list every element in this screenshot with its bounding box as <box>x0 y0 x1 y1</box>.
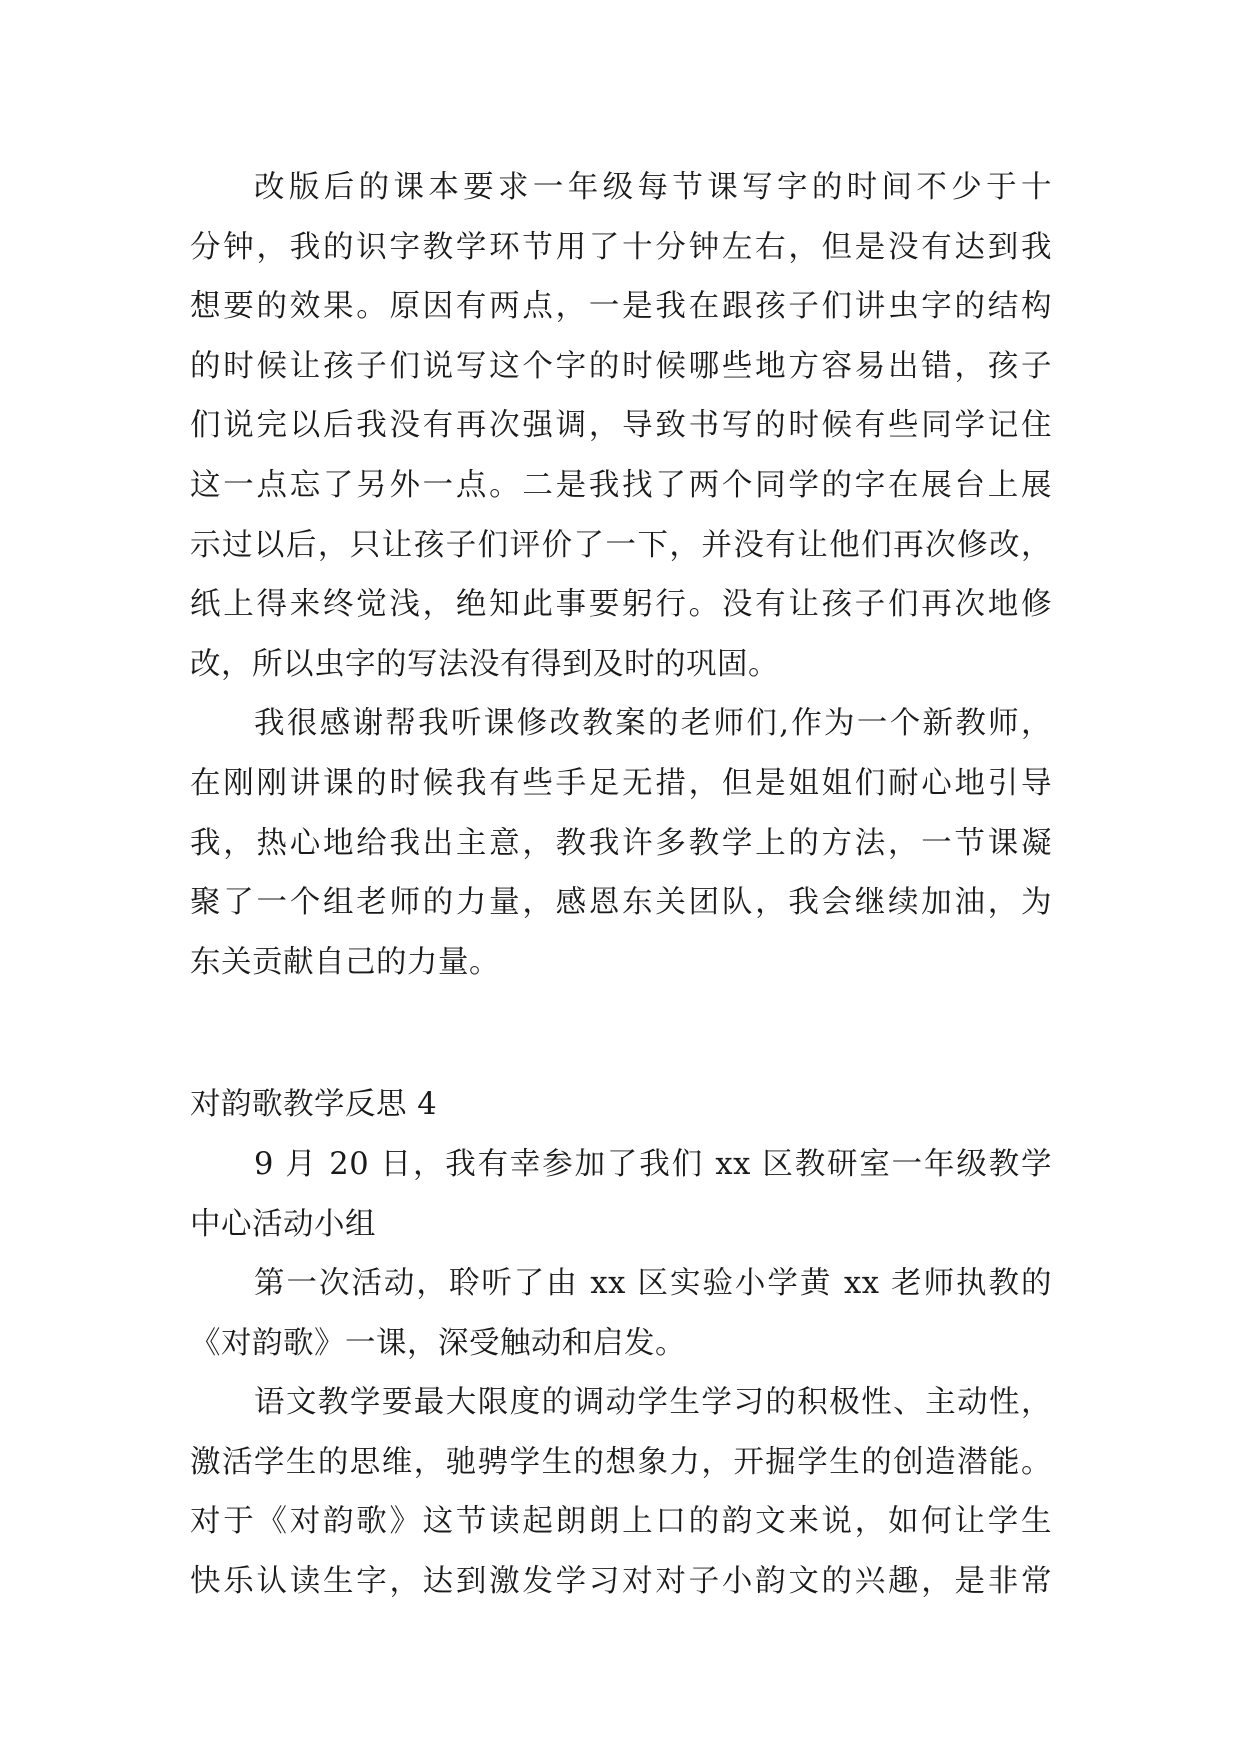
text-line: 分钟，我的识字教学环节用了十分钟左右，但是没有达到我 <box>190 229 1052 265</box>
text-line: 对于《对韵歌》这节读起朗朗上口的韵文来说，如何让学生 <box>190 1504 1052 1540</box>
text-line: 这一点忘了另外一点。二是我找了两个同学的字在展台上展 <box>190 467 1052 503</box>
text-line: 我很感谢帮我听课修改教案的老师们,作为一个新教师， <box>254 706 1052 742</box>
paragraph <box>190 1135 1052 1254</box>
text-line: 想要的效果。原因有两点，一是我在跟孩子们讲虫字的结构 <box>190 289 1052 325</box>
text-line: 聚了一个组老师的力量，感恩东关团队，我会继续加油，为 <box>190 885 1052 921</box>
paragraph <box>190 1254 1052 1373</box>
text-line: 们说完以后我没有再次强调，导致书写的时候有些同学记住 <box>190 408 1052 444</box>
text-line: 纸上得来终觉浅，绝知此事要躬行。没有让孩子们再次地修 <box>190 587 1052 623</box>
document-body <box>190 158 1052 1612</box>
text-line: 激活学生的思维，驰骋学生的想象力，开掘学生的创造潜能。 <box>190 1444 1052 1480</box>
text-line: 改版后的课本要求一年级每节课写字的时间不少于十 <box>254 170 1052 205</box>
text-line: 的时候让孩子们说写这个字的时候哪些地方容易出错，孩子 <box>190 348 1052 384</box>
text-line: 示过以后，只让孩子们评价了一下，并没有让他们再次修改， <box>190 527 1052 563</box>
text-line: 在刚刚讲课的时候我有些手足无措，但是姐姐们耐心地引导 <box>190 765 1052 801</box>
text-line: 第一次活动，聆听了由 xx 区实验小学黄 xx 老师执教的 <box>254 1266 1052 1302</box>
section-heading: 对韵歌教学反思 4 <box>190 1087 438 1123</box>
text-line: 东关贡献自己的力量。 <box>190 944 500 980</box>
text-line: 改，所以虫字的写法没有得到及时的巩固。 <box>190 646 779 682</box>
text-line: 中心活动小组 <box>190 1206 376 1242</box>
text-line: 9 月 20 日，我有幸参加了我们 xx 区教研室一年级教学 <box>254 1146 1052 1182</box>
paragraph <box>190 1373 1052 1611</box>
text-line: 语文教学要最大限度的调动学生学习的积极性、主动性， <box>254 1385 1052 1421</box>
paragraph <box>190 158 1052 694</box>
section-spacer <box>190 992 1052 1075</box>
text-line: 《对韵歌》一课，深受触动和启发。 <box>190 1325 686 1361</box>
paragraph <box>190 694 1052 992</box>
text-line: 我，热心地给我出主意，教我许多教学上的方法，一节课凝 <box>190 825 1052 861</box>
text-line: 快乐认读生字，达到激发学习对对子小韵文的兴趣，是非常 <box>190 1564 1052 1600</box>
